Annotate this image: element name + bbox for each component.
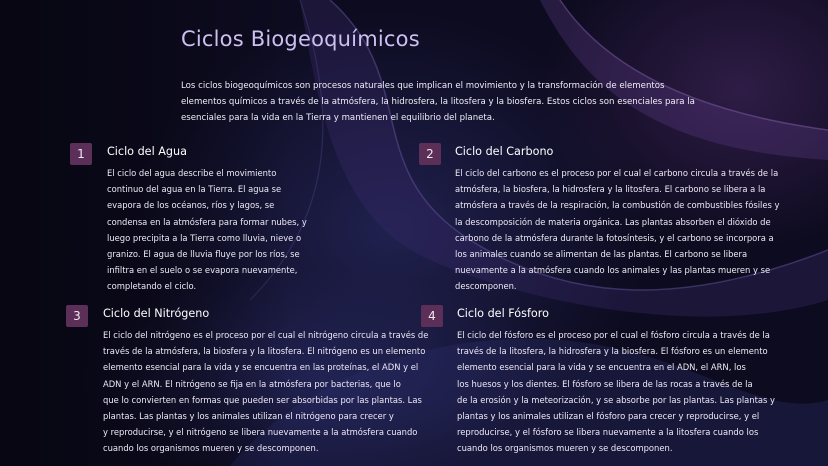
card-title: Ciclo del Nitrógeno bbox=[103, 307, 210, 320]
card-line: infiltra en el suelo o se evapora nuevamente, bbox=[107, 265, 298, 276]
card-body bbox=[103, 327, 428, 457]
card-number-badge: 4 bbox=[421, 305, 443, 327]
intro-line: esenciales para la vida en la Tierra y mantienen el equilibrio del planeta. bbox=[181, 113, 495, 123]
card-line: los huesos y los dientes. El fósforo se libera de las rocas a través de la bbox=[457, 378, 753, 389]
card-title: Ciclo del Fósforo bbox=[457, 307, 549, 320]
card-line: condensa en la atmósfera para formar nubes, y bbox=[107, 216, 307, 227]
card-title: Ciclo del Agua bbox=[107, 145, 187, 158]
card-line: elemento esencial para la vida y se encuentra en las proteínas, el ADN y el bbox=[103, 362, 419, 373]
card-body bbox=[457, 327, 775, 457]
card-line: elemento esencial para la vida y se encuentra en el ADN, el ARN, los bbox=[457, 362, 746, 373]
card-line: la descomposición de materia orgánica. Las plantas absorben el dióxido de bbox=[455, 216, 771, 227]
card-line: plantas y los animales utilizan el fósforo para crecer y reproducirse, y el bbox=[457, 411, 760, 422]
card-line: luego precipita a la Tierra como lluvia, nieve o bbox=[107, 232, 302, 243]
card-line: carbono de la atmósfera durante la fotosíntesis, y el carbono se incorpora a bbox=[455, 232, 774, 243]
card-line: atmósfera a través de la respiración, la combustión de combustibles fósiles y bbox=[455, 200, 780, 211]
intro-paragraph bbox=[181, 78, 695, 126]
card-line: nuevamente a la atmósfera cuando los animales y las plantas mueren y se bbox=[455, 265, 771, 276]
card-line: El ciclo del carbono es el proceso por el cual el carbono circula a través de la bbox=[455, 168, 779, 178]
card-line: que lo convierten en formas que pueden ser absorbidas por las plantas. Las bbox=[103, 394, 422, 405]
card-line: El ciclo del fósforo es el proceso por el cual el fósforo circula a través de la bbox=[457, 330, 770, 340]
card-line: de la erosión y la meteorización, y se absorbe por las plantas. Las plantas y bbox=[457, 394, 775, 405]
card-title: Ciclo del Carbono bbox=[455, 145, 554, 158]
card-line: través de la litosfera, la hidrosfera y la biosfera. El fósforo es un elemento bbox=[457, 346, 768, 357]
slide-title: Ciclos Biogeoquímicos bbox=[181, 27, 420, 51]
card-line: granizo. El agua de lluvia fluye por los ríos, se bbox=[107, 249, 300, 260]
card-line: y reproducirse, y el nitrógeno se libera nuevamente a la atmósfera cuando bbox=[103, 427, 418, 438]
card-line: cuando los organismos mueren y se descomponen. bbox=[103, 443, 319, 454]
card-line: plantas. Las plantas y los animales utilizan el nitrógeno para crecer y bbox=[103, 411, 394, 422]
card-line: través de la atmósfera, la biosfera y la litosfera. El nitrógeno es un elemento bbox=[103, 346, 426, 357]
card-body bbox=[107, 165, 307, 295]
card-line: los animales cuando se alimentan de las plantas. El carbono se libera bbox=[455, 249, 748, 260]
card-line: atmósfera, la biosfera, la hidrosfera y la litosfera. El carbono se libera a la bbox=[455, 184, 766, 195]
intro-line: elementos químicos a través de la atmósfera, la hidrosfera, la litosfera y la biosfera. Estos ciclos son esenciales para la bbox=[181, 97, 695, 107]
card-number-badge: 2 bbox=[419, 143, 441, 165]
card-line: continuo del agua en la Tierra. El agua se bbox=[107, 184, 282, 195]
card-line: reproducirse, y el fósforo se libera nuevamente a la litosfera cuando los bbox=[457, 427, 759, 438]
card-number-badge: 1 bbox=[70, 143, 92, 165]
card-number-badge: 3 bbox=[66, 305, 88, 327]
card-line: El ciclo del nitrógeno es el proceso por el cual el nitrógeno circula a través de bbox=[103, 330, 429, 340]
card-line: completando el ciclo. bbox=[107, 281, 197, 292]
intro-line: Los ciclos biogeoquímicos son procesos naturales que implican el movimiento y la transformación de elementos bbox=[181, 81, 665, 91]
card-line: descomponen. bbox=[455, 281, 517, 292]
card-line: evapora de los océanos, ríos y lagos, se bbox=[107, 200, 275, 211]
card-body bbox=[455, 165, 779, 295]
card-line: El ciclo del agua describe el movimiento bbox=[107, 168, 277, 178]
card-line: ADN y el ARN. El nitrógeno se fija en la atmósfera por bacterias, que lo bbox=[103, 378, 401, 389]
card-line: cuando los organismos mueren y se descomponen. bbox=[457, 443, 673, 454]
